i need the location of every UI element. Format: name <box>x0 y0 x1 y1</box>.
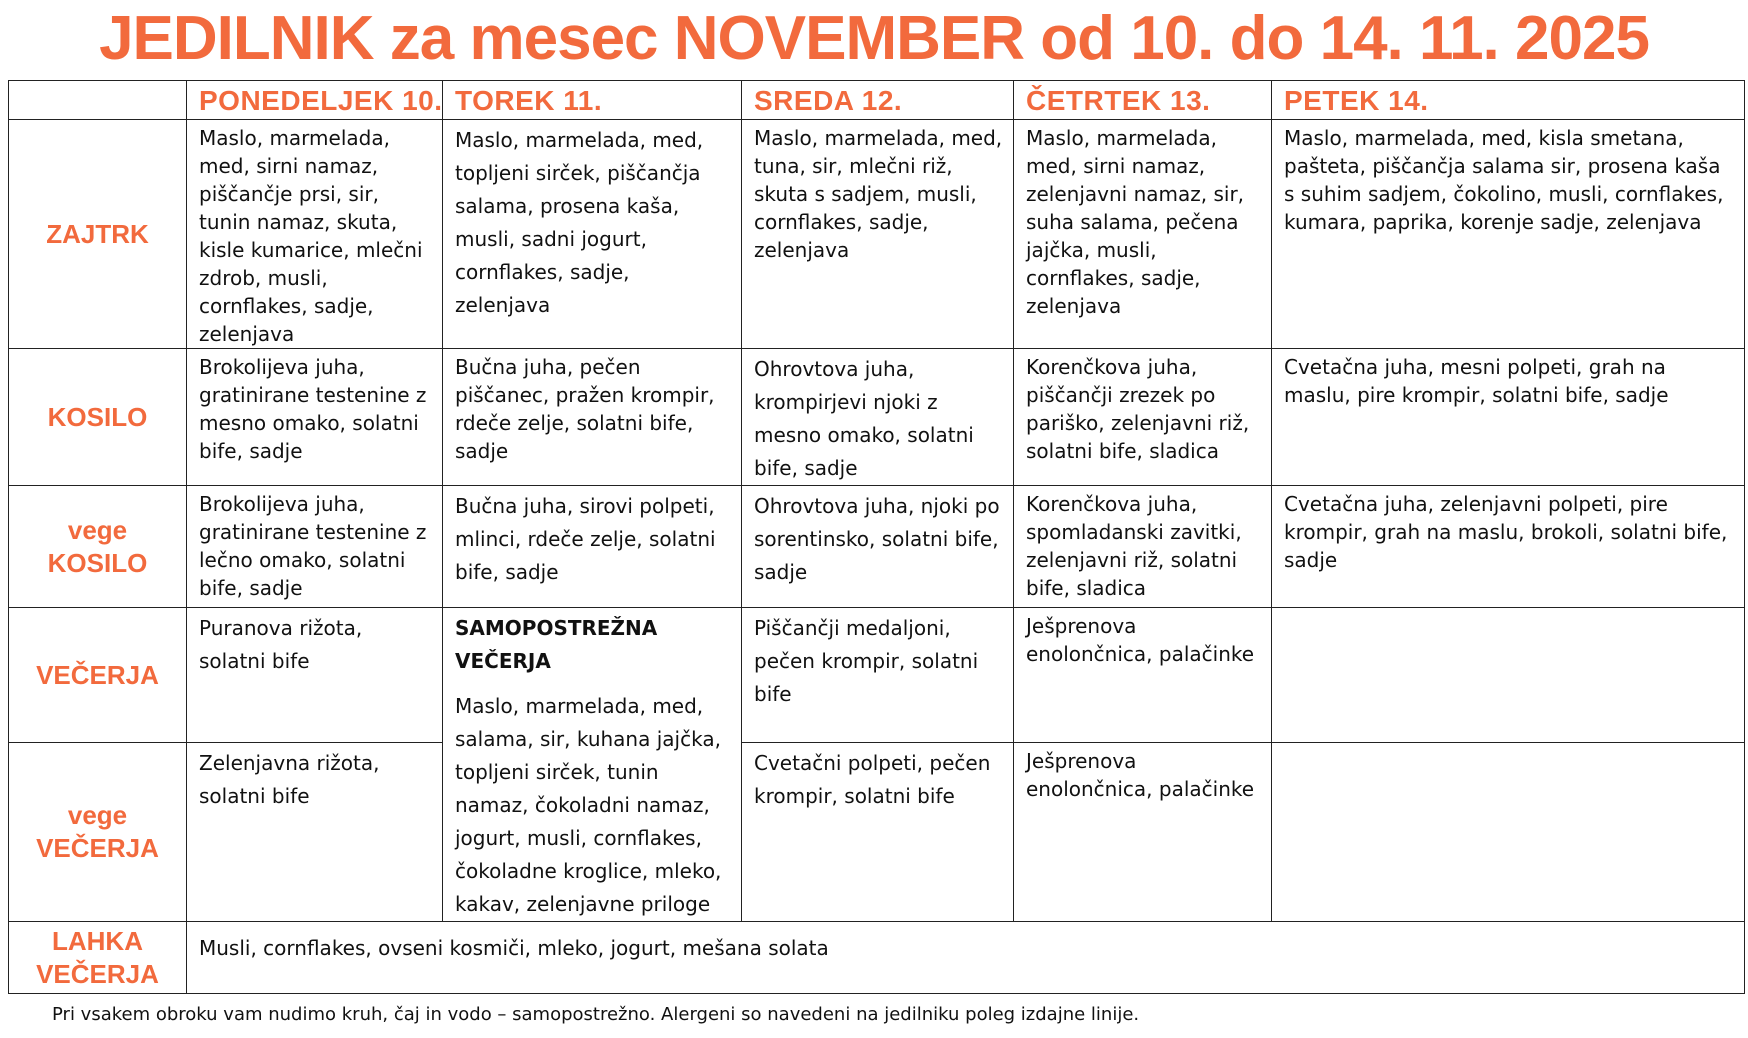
vege-vecerja-friday <box>1272 743 1745 922</box>
zajtrk-wednesday: Maslo, marmelada, med, tuna, sir, mlečni riž, skuta s sadjem, musli, cornflakes, sadje, zelenjava <box>742 120 1014 349</box>
row-label-kosilo: KOSILO <box>9 349 187 486</box>
samopostrezna-vecerja-tuesday <box>443 608 742 922</box>
row-vege-vecerja <box>9 743 1745 922</box>
row-kosilo <box>9 349 1745 486</box>
lahka-vecerja-all-days: Musli, cornflakes, ovseni kosmiči, mleko, jogurt, mešana solata <box>187 922 1745 994</box>
vege-kosilo-monday: Brokolijeva juha, gratinirane testenine z lečno omako, solatni bife, sadje <box>187 486 443 608</box>
footer-note: Pri vsakem obroku vam nudimo kruh, čaj in vodo – samopostrežno. Alergeni so navedeni na jedilniku poleg izdajne linije. <box>52 1004 1140 1025</box>
vecerja-monday: Puranova rižota, solatni bife <box>187 608 443 743</box>
vege-kosilo-friday: Cvetačna juha, zelenjavni polpeti, pire krompir, grah na maslu, brokoli, solatni bife, sadje <box>1272 486 1745 608</box>
day-header-row <box>9 81 1745 120</box>
day-header-thursday: ČETRTEK 13. <box>1014 81 1272 120</box>
kosilo-thursday: Korenčkova juha, piščančji zrezek po pariško, zelenjavni riž, solatni bife, sladica <box>1014 349 1272 486</box>
zajtrk-tuesday: Maslo, marmelada, med, topljeni sirček, piščančja salama, prosena kaša, musli, sadni jogurt, cornflakes, sadje, zelenjava <box>443 120 742 349</box>
vege-vecerja-thursday: Ješprenova enolončnica, palačinke <box>1014 743 1272 922</box>
row-label-vege-kosilo: vege KOSILO <box>9 486 187 608</box>
day-header-monday: PONEDELJEK 10. <box>187 81 443 120</box>
samopostrezna-text: Maslo, marmelada, med, salama, sir, kuhana jajčka, topljeni sirček, tunin namaz, čokoladni namaz, jogurt, musli, cornflakes, čokoladne kroglice, mleko, kakav, zelenjavne priloge <box>455 694 722 916</box>
kosilo-wednesday: Ohrovtova juha, krompirjevi njoki z mesno omako, solatni bife, sadje <box>742 349 1014 486</box>
vege-kosilo-tuesday: Bučna juha, sirovi polpeti, mlinci, rdeče zelje, solatni bife, sadje <box>443 486 742 608</box>
zajtrk-thursday: Maslo, marmelada, med, sirni namaz, zelenjavni namaz, sir, suha salama, pečena jajčka, musli, cornflakes, sadje, zelenjava <box>1014 120 1272 349</box>
day-header-wednesday: SREDA 12. <box>742 81 1014 120</box>
vege-vecerja-wednesday: Cvetačni polpeti, pečen krompir, solatni bife <box>742 743 1014 922</box>
day-header-tuesday: TOREK 11. <box>443 81 742 120</box>
row-label-vege-vecerja: vege VEČERJA <box>9 743 187 922</box>
vege-vecerja-monday: Zelenjavna rižota, solatni bife <box>187 743 443 922</box>
vecerja-wednesday: Piščančji medaljoni, pečen krompir, solatni bife <box>742 608 1014 743</box>
vecerja-friday <box>1272 608 1745 743</box>
kosilo-monday: Brokolijeva juha, gratinirane testenine z mesno omako, solatni bife, sadje <box>187 349 443 486</box>
row-label-zajtrk: ZAJTRK <box>9 120 187 349</box>
row-zajtrk <box>9 120 1745 349</box>
kosilo-tuesday: Bučna juha, pečen piščanec, pražen krompir, rdeče zelje, solatni bife, sadje <box>443 349 742 486</box>
row-label-vecerja: VEČERJA <box>9 608 187 743</box>
row-label-lahka-vecerja: LAHKA VEČERJA <box>9 922 187 994</box>
day-header-friday: PETEK 14. <box>1272 81 1745 120</box>
row-lahka-vecerja <box>9 922 1745 994</box>
vege-kosilo-wednesday: Ohrovtova juha, njoki po sorentinsko, solatni bife, sadje <box>742 486 1014 608</box>
zajtrk-monday: Maslo, marmelada, med, sirni namaz, piščančje prsi, sir, tunin namaz, skuta, kisle kumarice, mlečni zdrob, musli, cornflakes, sadje, zelenjava <box>187 120 443 349</box>
zajtrk-friday: Maslo, marmelada, med, kisla smetana, pašteta, piščančja salama sir, prosena kaša s suhim sadjem, čokolino, musli, cornflakes, kumara, paprika, korenje sadje, zelenjava <box>1272 120 1745 349</box>
corner-cell <box>9 81 187 120</box>
row-vecerja <box>9 608 1745 743</box>
vege-kosilo-thursday: Korenčkova juha, spomladanski zavitki, zelenjavni riž, solatni bife, sladica <box>1014 486 1272 608</box>
page-title: JEDILNIK za mesec NOVEMBER od 10. do 14. 11. 2025 <box>99 4 1649 73</box>
menu-table <box>8 80 1745 994</box>
row-vege-kosilo <box>9 486 1745 608</box>
vecerja-thursday: Ješprenova enolončnica, palačinke <box>1014 608 1272 743</box>
samopostrezna-heading: SAMOPOSTREŽNA VEČERJA <box>455 616 658 673</box>
kosilo-friday: Cvetačna juha, mesni polpeti, grah na maslu, pire krompir, solatni bife, sadje <box>1272 349 1745 486</box>
